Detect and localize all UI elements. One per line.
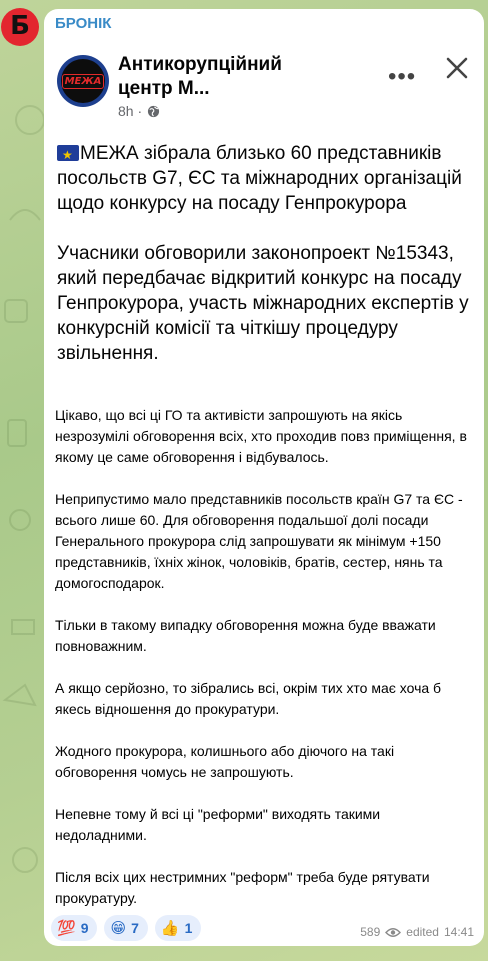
post-paragraph: Учасники обговорили законопроект №15343, який передбачає відкритий конкурс на посаду Генпрокурора, участь міжнародних експертів у конкурсній комісії та чіткішу процедуру звільнення. [57,243,469,364]
reaction-count: 9 [80,920,89,936]
reaction-count: 7 [131,920,139,936]
hundred-points-icon: 💯 [57,919,76,937]
reaction-grin[interactable] [104,915,147,941]
message-paragraph: Тільки в такому випадку обговорення можна буде вважати повноважним. [55,617,436,654]
message-meta [360,925,474,939]
message-paragraph: Непевне тому й всі ці "реформи" виходять такими недоладними. [55,806,381,843]
message-text [55,405,475,909]
more-options-icon: ••• [388,63,417,90]
page-logo [57,55,109,107]
reactions-bar [51,915,201,941]
edited-label: edited [406,925,439,939]
view-count: 589 [360,925,381,939]
reaction-count: 1 [184,920,193,936]
channel-avatar[interactable]: Б [1,8,39,46]
globe-icon [147,105,160,118]
message-time: 14:41 [443,925,474,939]
message-bubble[interactable] [44,9,484,946]
post-text [57,141,477,366]
grinning-face-icon: 😁 [110,919,127,937]
eye-icon [385,927,401,938]
thumbs-up-icon: 👍 [160,919,180,937]
eu-flag-icon [57,145,79,161]
message-paragraph: А якщо серйозно, то зібрались всі, окрім тих хто має хоча б якесь відношення до прокуратури. [55,680,442,717]
reaction-hundred[interactable] [51,915,97,941]
post-paragraph: ★МЕЖА зібрала близько 60 представників посольств G7, ЄС та міжнародних організацій щодо конкурсу на посаду Генпрокурора [57,141,477,216]
post-time: 8h · [118,103,160,119]
message-paragraph: Неприпустимо мало представників посольств країн G7 та ЄС - всього лише 60. Для обговорення подальшої долі посади Генерального прокурора слід запрошувати як мінімум +150 представників, їхніх жінок, чоловіків, братів, сестер, нянь та домогосподарок. [55,491,463,591]
close-icon [442,53,472,83]
message-paragraph: Після всіх цих нестримних "реформ" треба буде рятувати прокуратуру. [55,869,430,906]
logo-text: МЕЖА [62,74,105,89]
message-paragraph: Цікаво, що всі ці ГО та активісти запрошують на якісь незрозумілі обговорення всіх, хто проходив повз приміщення, в якому це саме обговорення і відбувалось. [55,407,467,465]
message-paragraph: Жодного прокурора, колишнього або діючого на такі обговорення чомусь не запрошують. [55,743,395,780]
sender-name[interactable]: БРОНІК [55,15,112,32]
reaction-thumbs-up[interactable] [155,915,201,941]
page-name: Антикорупційний центр М... [118,54,282,99]
